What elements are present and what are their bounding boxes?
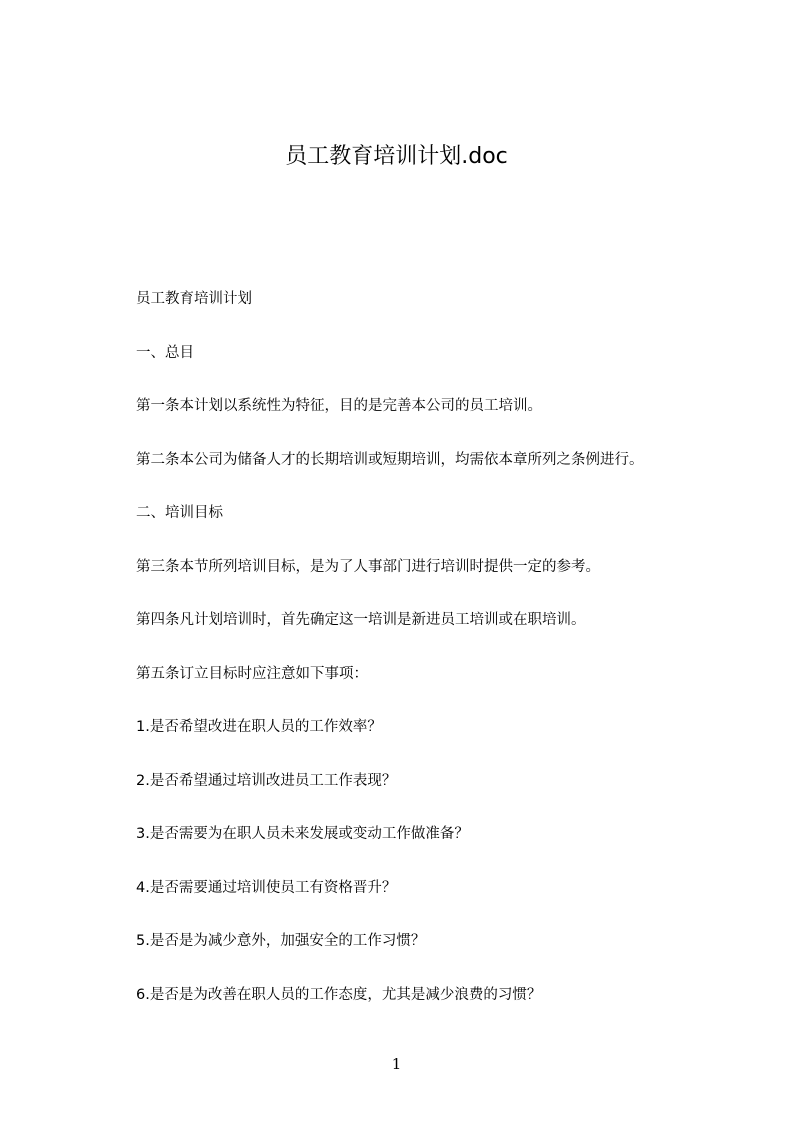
list-item: 6.是否是为改善在职人员的工作态度，尤其是减少浪费的习惯？ [136, 986, 542, 1003]
list-item: 3.是否需要为在职人员未来发展或变动工作做准备？ [136, 826, 469, 842]
list-item: 2.是否希望通过培训改进员工工作表现？ [136, 772, 397, 789]
page-number: 1 [391, 1055, 402, 1073]
list-item: 4.是否需要通过培训使员工有资格晋升？ [136, 879, 397, 896]
paragraph: 第一条本计划以系统性为特征，目的是完善本公司的员工培训。 [136, 398, 542, 414]
body-heading: 员工教育培训计划 [136, 291, 252, 307]
paragraph: 第五条订立目标时应注意如下事项： [136, 665, 368, 682]
section-heading: 二、培训目标 [136, 505, 223, 521]
paragraph: 第四条凡计划培训时，首先确定这一培训是新进员工培训或在职培训。 [136, 612, 586, 628]
document-title: 员工教育培训计划.doc [285, 144, 508, 169]
list-item: 1.是否希望改进在职人员的工作效率？ [136, 719, 382, 735]
list-item: 5.是否是为减少意外，加强安全的工作习惯？ [136, 933, 426, 949]
paragraph: 第三条本节所列培训目标，是为了人事部门进行培训时提供一定的参考。 [136, 558, 600, 575]
document-body [136, 288, 736, 1037]
section-heading: 一、总目 [136, 344, 194, 361]
paragraph: 第二条本公司为储备人才的长期培训或短期培训，均需依本章所列之条例进行。 [136, 451, 644, 468]
